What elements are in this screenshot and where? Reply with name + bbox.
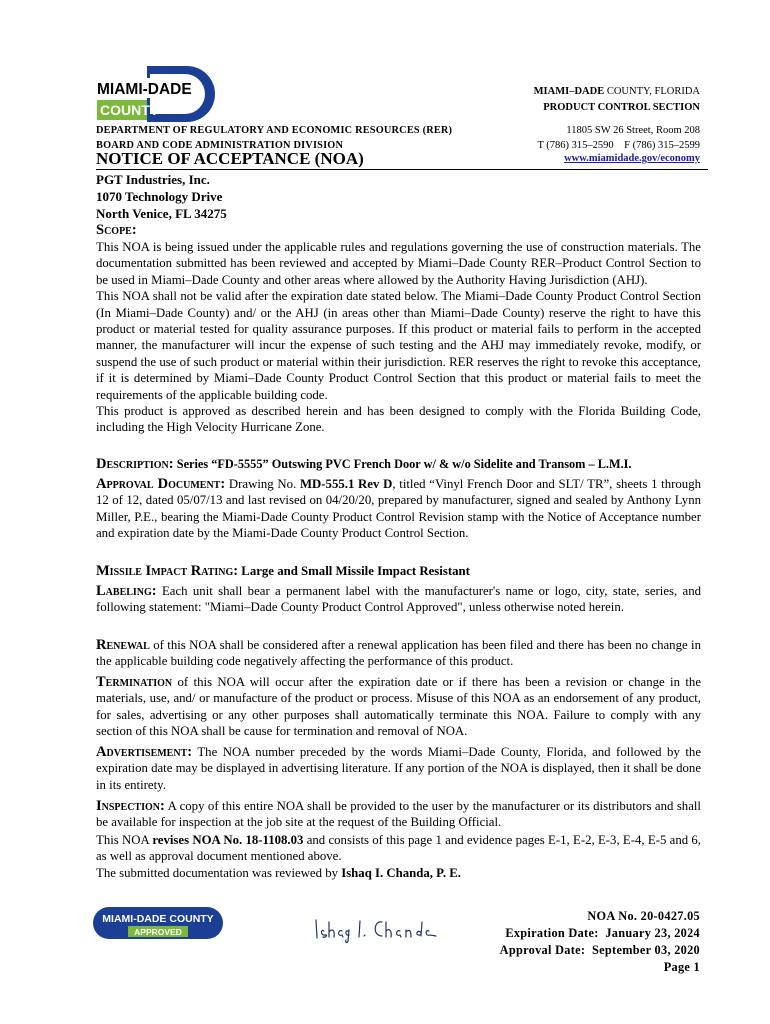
reviewer-name: Ishaq I. Chanda, P. E. bbox=[341, 866, 461, 880]
approval-text-2: , titled “Vinyl French Door and SLT/ TR”, sheets 1 through 12 of 12, dated 05/07/13 and last revised on 04/20/20, prepared by manufacturer, signed and sealed by Anthony Lynn Miller, P.E., bearing the Miami-Dade County Product Control Revision stamp with the Notice of Acceptance number and expiration date by the Miami-Dade County Product Control Section. bbox=[96, 477, 701, 541]
revises-text-1: This NOA bbox=[96, 833, 153, 847]
scope-paragraph-3: This product is approved as described herein and has been designed to comply with the Florida Building Code, including the High Velocity Hurricane Zone. bbox=[96, 404, 701, 435]
advertisement-heading: Advertisement: bbox=[96, 744, 193, 760]
miami-dade-county-logo bbox=[95, 66, 215, 122]
expiration-date: Expiration Date: January 23, 2024 bbox=[505, 926, 700, 940]
reviewed-by-text: The submitted documentation was reviewed by bbox=[96, 866, 342, 880]
termination-section bbox=[96, 674, 701, 740]
company-address bbox=[96, 171, 227, 222]
renewal-heading: Renewal bbox=[96, 637, 150, 653]
advertisement-text: The NOA number preceded by the words Miami–Dade County, Florida, and followed by the expiration date may be displayed in advertising literature. If any portion of the NOA is displayed, then it shall be done in its entirety. bbox=[96, 745, 701, 792]
reviewed-by-section bbox=[96, 865, 701, 881]
scope-paragraph-1: This NOA is being issued under the applicable rules and regulations governing the use of construction materials. The documentation submitted has been reviewed and accepted by Miami–Dade County RER–Product Control Section to be used in Miami–Dade County and other areas where allowed by the Authority Having Jurisdiction (AHJ). bbox=[96, 240, 701, 287]
page-number: Page 1 bbox=[663, 960, 700, 974]
approval-document-heading: Approval Document: bbox=[96, 476, 226, 492]
termination-heading: Termination bbox=[96, 674, 173, 690]
approval-document-section bbox=[96, 476, 701, 542]
department-line-1: DEPARTMENT OF REGULATORY AND ECONOMIC RESOURCES (RER) bbox=[96, 125, 453, 136]
missile-impact-heading: Missile Impact Rating: bbox=[96, 563, 239, 579]
header-divider bbox=[96, 169, 708, 170]
stamp-county-text: MIAMI-DADE COUNTY bbox=[102, 913, 214, 925]
logo-text-miami-dade: MIAMI-DADE bbox=[97, 81, 192, 98]
county-name-bold: MIAMI–DADE bbox=[533, 86, 605, 97]
labeling-heading: Labeling: bbox=[96, 583, 157, 599]
scope-section bbox=[96, 222, 701, 436]
reviewer-signature bbox=[312, 914, 438, 944]
county-state: COUNTY, FLORIDA bbox=[604, 86, 700, 97]
inspection-section bbox=[96, 798, 701, 831]
description-text: Series “FD-5555” Outswing PVC French Door w/ & w/o Sidelite and Transom – L.M.I. bbox=[176, 457, 632, 471]
missile-impact-section bbox=[96, 563, 701, 579]
labeling-text: Each unit shall bear a permanent label with the manufacturer's name or logo, city, state, series, and following statement: "Miami–Dade County Product Control Approved", unless otherwise noted herein. bbox=[96, 584, 701, 615]
missile-impact-text: Large and Small Missile Impact Resistant bbox=[241, 564, 470, 578]
county-state-header bbox=[534, 84, 700, 116]
labeling-section bbox=[96, 583, 701, 616]
drawing-number: MD-555.1 Rev D bbox=[299, 477, 393, 491]
product-control-section: PRODUCT CONTROL SECTION bbox=[543, 102, 700, 113]
renewal-text: of this NOA shall be considered after a renewal application has been filed and there has been no change in the applicable building code negatively affecting the performance of this product. bbox=[96, 638, 701, 669]
revises-text-2: and consists of this page 1 and evidence pages E-1, E-2, E-3, E-4, E-5 and 6, as well as approval document mentioned above. bbox=[96, 833, 701, 864]
description-heading: Description: bbox=[96, 456, 174, 472]
company-name: PGT Industries, Inc. bbox=[96, 172, 210, 187]
company-street: 1070 Technology Drive bbox=[96, 189, 223, 204]
scope-heading: Scope: bbox=[96, 222, 137, 238]
inspection-heading: Inspection: bbox=[96, 798, 165, 814]
website-link[interactable]: www.miamidade.gov/economy bbox=[564, 153, 700, 164]
company-city: North Venice, FL 34275 bbox=[96, 206, 227, 221]
department-line-2: BOARD AND CODE ADMINISTRATION DIVISION bbox=[96, 140, 344, 151]
scope-paragraph-2: This NOA shall not be valid after the expiration date stated below. The Miami–Dade County Product Control Section (In Miami–Dade County) and/ or the AHJ (in areas other than Miami–Dade County) reserve the right to have this product or material tested for quality assurance purposes. If this product or material fails to perform in the accepted manner, the manufacturer will incur the expense of such testing and the AHJ may immediately revoke, modify, or suspend the use of such product or material within their jurisdiction. RER reserves the right to revoke this acceptance, if it is determined by Miami–Dade County Product Control Section that this product or material fails to meet the requirements of the applicable building code. bbox=[96, 289, 701, 402]
advertisement-section bbox=[96, 744, 701, 793]
renewal-section bbox=[96, 637, 701, 670]
termination-text: of this NOA will occur after the expiration date or if there has been a revision or change in the materials, use, and/ or manufacture of the product or process. Misuse of this NOA as an endorsement of any product, for sales, advertising or any other purposes shall automatically terminate this NOA. Failure to comply with any section of this NOA shall be cause for termination and removal of NOA. bbox=[96, 675, 701, 739]
approved-stamp bbox=[92, 906, 224, 940]
logo-text-county: COUNTY bbox=[100, 102, 160, 118]
revises-noa-number: revises NOA No. 18-1108.03 bbox=[152, 833, 304, 847]
stamp-approved-text: APPROVED bbox=[134, 927, 182, 937]
noa-number: NOA No. 20-0427.05 bbox=[587, 909, 700, 923]
approval-date: Approval Date: September 03, 2020 bbox=[499, 943, 700, 957]
inspection-text: A copy of this entire NOA shall be provided to the user by the manufacturer or its distributors and shall be available for inspection at the job site at the request of the Building Official. bbox=[96, 799, 701, 830]
street-address: 11805 SW 26 Street, Room 208 bbox=[566, 125, 700, 136]
approval-text-1: Drawing No. bbox=[228, 477, 300, 491]
phone-fax: T (786) 315–2590 F (786) 315–2599 bbox=[537, 140, 700, 151]
page-title: NOTICE OF ACCEPTANCE (NOA) bbox=[96, 149, 364, 168]
revises-section bbox=[96, 832, 701, 865]
footer-noa-info bbox=[500, 908, 700, 976]
address-block bbox=[537, 123, 700, 153]
description-section bbox=[96, 456, 701, 472]
